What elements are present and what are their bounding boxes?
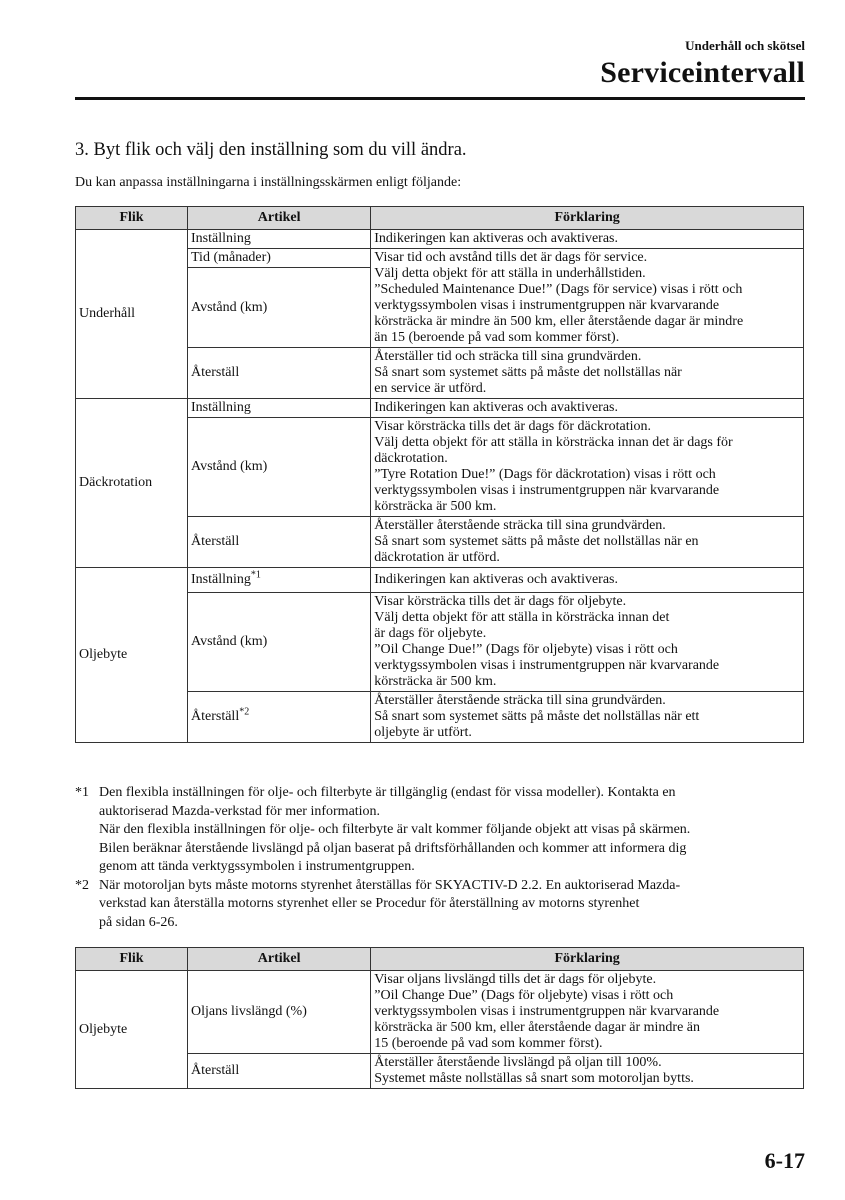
text-line: Så snart som systemet sätts på måste det nollställas när en	[374, 534, 699, 549]
text-line: ”Scheduled Maintenance Due!” (Dags för service) visas i rött och	[374, 282, 743, 297]
settings-table	[75, 206, 804, 743]
text-line: oljebyte är utfört.	[374, 725, 472, 740]
text-line: Visar tid och avstånd tills det är dags för service.	[374, 250, 648, 265]
footnote	[75, 784, 810, 877]
intro-text: Du kan anpassa inställningarna i inställningsskärmen enligt följande:	[75, 175, 462, 190]
footnote	[75, 877, 810, 933]
flik-cell: Oljebyte	[76, 971, 188, 1089]
text-line: Välj detta objekt för att ställa in underhållstiden.	[374, 266, 646, 281]
text-line: ”Oil Change Due!” (Dags för oljebyte) visas i rött och	[374, 642, 678, 657]
text-line: däckrotation.	[374, 451, 448, 466]
text-line: körsträcka är 500 km, eller återstående dagar är mindre än	[374, 1020, 700, 1035]
artikel-cell: Återställ	[188, 1054, 371, 1089]
text-line: Återställer återstående livslängd på oljan till 100%.	[374, 1055, 662, 1070]
artikel-cell: Tid (månader)	[188, 249, 371, 268]
header-forklaring: Förklaring	[371, 948, 804, 971]
header-artikel: Artikel	[188, 948, 371, 971]
text-line: Återställer återstående sträcka till sina grundvärden.	[374, 693, 666, 708]
footnote-line: Den flexibla inställningen för olje- och filterbyte är tillgänglig (endast för vissa modeller). Kontakta en	[99, 785, 676, 800]
text-line: verktygssymbolen visas i instrumentgruppen när kvarvarande	[374, 1004, 720, 1019]
footnote-line: verkstad kan återställa motorns styrenhet eller se Procedur för återställning av motorns styrenhet	[99, 896, 640, 911]
text-line: Återställer återstående sträcka till sina grundvärden.	[374, 518, 666, 533]
oil-life-table	[75, 947, 804, 1089]
text-line: Välj detta objekt för att ställa in körsträcka innan det är dags för	[374, 435, 733, 450]
header-flik: Flik	[76, 948, 188, 971]
text-line: Välj detta objekt för att ställa in körsträcka innan det	[374, 610, 670, 625]
artikel-cell	[188, 568, 371, 593]
forklaring-cell	[371, 399, 804, 418]
footnote-line: auktoriserad Mazda-verkstad för mer information.	[99, 803, 381, 819]
forklaring-cell	[371, 418, 804, 517]
text-line: Indikeringen kan aktiveras och avaktiveras.	[374, 572, 619, 587]
forklaring-cell	[371, 971, 804, 1054]
text-line: Så snart som systemet sätts på måste det nollställas när	[374, 365, 682, 380]
artikel-cell: Avstånd (km)	[188, 593, 371, 692]
flik-cell: Oljebyte	[76, 568, 188, 743]
footnote-line: När den flexibla inställningen för olje- och filterbyte är valt kommer följande objekt att visas på skärmen.	[99, 822, 691, 837]
artikel-cell: Avstånd (km)	[188, 418, 371, 517]
text-line: Indikeringen kan aktiveras och avaktiveras.	[374, 231, 619, 246]
text-line: verktygssymbolen visas i instrumentgruppen när kvarvarande	[374, 483, 720, 498]
footnote-mark: *1	[75, 785, 89, 800]
artikel-cell	[188, 692, 371, 743]
header-forklaring: Förklaring	[371, 207, 804, 230]
text-line: Visar körsträcka tills det är dags för oljebyte.	[374, 594, 627, 609]
text-line: däckrotation är utförd.	[374, 550, 500, 565]
artikel-label: Inställning	[191, 572, 251, 587]
text-line: körsträcka är 500 km.	[374, 674, 497, 689]
page-number: 6-17	[764, 1148, 805, 1173]
artikel-cell: Oljans livslängd (%)	[188, 971, 371, 1054]
footnote-ref: *2	[239, 706, 250, 718]
title-rule	[75, 97, 805, 100]
footnote-line: genom att tända verktygssymbolen i instrumentgruppen.	[99, 859, 415, 874]
forklaring-cell	[371, 348, 804, 399]
flik-cell: Däckrotation	[76, 399, 188, 568]
text-line: verktygssymbolen visas i instrumentgruppen när kvarvarande	[374, 298, 720, 313]
forklaring-cell	[371, 593, 804, 692]
flik-cell: Underhåll	[76, 230, 188, 399]
table-header-row	[76, 207, 804, 230]
text-line: Indikeringen kan aktiveras och avaktiveras.	[374, 400, 619, 415]
text-line: Så snart som systemet sätts på måste det nollställas när ett	[374, 709, 700, 724]
footnote-ref: *1	[250, 569, 261, 581]
forklaring-cell	[371, 249, 804, 348]
forklaring-cell	[371, 1054, 804, 1089]
text-line: är dags för oljebyte.	[374, 626, 487, 641]
footnote-mark: *2	[75, 877, 89, 893]
text-line: Systemet måste nollställas så snart som motoroljan bytts.	[374, 1071, 694, 1086]
header-flik: Flik	[76, 207, 188, 230]
step-heading: 3. Byt flik och välj den inställning som du vill ändra.	[75, 140, 467, 160]
chapter-title: Serviceintervall	[600, 56, 805, 89]
text-line: än 15 (beroende på vad som kommer först).	[374, 330, 620, 345]
artikel-cell: Inställning	[188, 230, 371, 249]
footnote-line: Bilen beräknar återstående livslängd på oljan baserat på driftsförhållanden och kommer att informera dig	[99, 840, 687, 856]
text-line: körsträcka är mindre än 500 km, eller återstående dagar är mindre	[374, 314, 744, 329]
artikel-cell: Avstånd (km)	[188, 268, 371, 348]
forklaring-cell	[371, 568, 804, 593]
forklaring-cell	[371, 517, 804, 568]
table-header-row	[76, 948, 804, 971]
table-row	[76, 230, 804, 249]
text-line: ”Tyre Rotation Due!” (Dags för däckrotation) visas i rött och	[374, 467, 716, 482]
footnotes	[75, 784, 810, 932]
artikel-cell: Återställ	[188, 517, 371, 568]
header-artikel: Artikel	[188, 207, 371, 230]
text-line: ”Oil Change Due” (Dags för oljebyte) visas i rött och	[374, 988, 674, 1003]
forklaring-cell	[371, 692, 804, 743]
section-label: Underhåll och skötsel	[685, 38, 805, 53]
table-row	[76, 568, 804, 593]
artikel-cell: Återställ	[188, 348, 371, 399]
table-row	[76, 399, 804, 418]
text-line: verktygssymbolen visas i instrumentgruppen när kvarvarande	[374, 658, 720, 673]
text-line: Återställer tid och sträcka till sina grundvärden.	[374, 349, 642, 364]
table-row	[76, 971, 804, 1054]
artikel-label: Återställ	[191, 709, 240, 724]
artikel-cell: Inställning	[188, 399, 371, 418]
footnote-line: När motoroljan byts måste motorns styrenhet återställas för SKYACTIV-D 2.2. En auktoriserad Mazda-	[99, 877, 681, 893]
text-line: Visar körsträcka tills det är dags för däckrotation.	[374, 419, 651, 434]
text-line: 15 (beroende på vad som kommer först).	[374, 1036, 603, 1051]
text-line: en service är utförd.	[374, 381, 487, 396]
forklaring-cell	[371, 230, 804, 249]
text-line: körsträcka är 500 km.	[374, 499, 497, 514]
footnote-line: på sidan 6-26.	[99, 914, 178, 930]
text-line: Visar oljans livslängd tills det är dags för oljebyte.	[374, 972, 657, 987]
